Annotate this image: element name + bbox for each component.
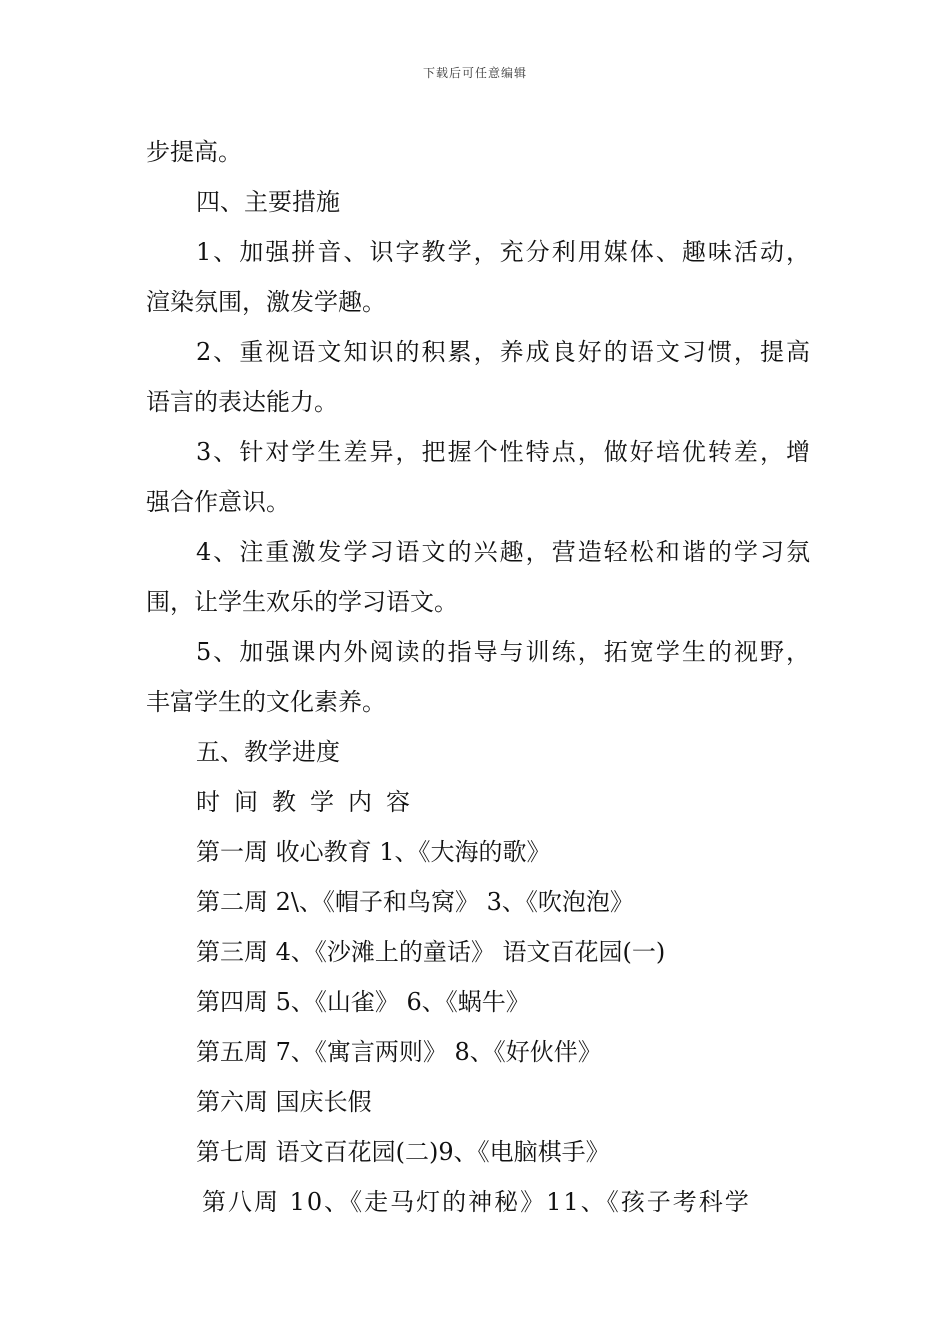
- measure-4-line-2: 围，让学生欢乐的学习语文。: [146, 588, 458, 616]
- schedule-row-week-1: 第一周 收心教育 1、《大海的歌》: [196, 838, 551, 866]
- measure-1-line-2: 渲染氛围，激发学趣。: [146, 288, 386, 316]
- measure-2-line-1: 2、重视语文知识的积累，养成良好的语文习惯，提高: [196, 338, 810, 366]
- schedule-row-week-4: 第四周 5、《山雀》 6、《蜗牛》: [196, 988, 530, 1016]
- schedule-row-week-8: 第八周 10、《走马灯的神秘》11、《孩子考科学: [202, 1188, 751, 1216]
- measure-3-line-2: 强合作意识。: [146, 488, 290, 516]
- measure-5-line-2: 丰富学生的文化素养。: [146, 688, 386, 716]
- schedule-header: 时间教学内容: [196, 788, 424, 816]
- section-heading-measures: 四、主要措施: [196, 188, 340, 216]
- measure-3-line-1: 3、针对学生差异，把握个性特点，做好培优转差，增: [196, 438, 810, 466]
- schedule-row-week-3: 第三周 4、《沙滩上的童话》 语文百花园(一): [196, 938, 666, 966]
- measure-5-line-1: 5、加强课内外阅读的指导与训练，拓宽学生的视野，: [196, 638, 810, 666]
- schedule-row-week-5: 第五周 7、《寓言两则》 8、《好伙伴》: [196, 1038, 602, 1066]
- measure-4-line-1: 4、注重激发学习语文的兴趣，营造轻松和谐的学习氛: [196, 538, 810, 566]
- schedule-row-week-6: 第六周 国庆长假: [196, 1088, 372, 1116]
- schedule-row-week-7: 第七周 语文百花园(二)9、《电脑棋手》: [196, 1138, 610, 1166]
- section-heading-schedule: 五、教学进度: [196, 738, 340, 766]
- measure-1-line-1: 1、加强拼音、识字教学，充分利用媒体、趣味活动，: [196, 238, 810, 266]
- paragraph-continuation: 步提高。: [146, 138, 242, 166]
- schedule-row-week-2: 第二周 2\、《帽子和鸟窝》 3、《吹泡泡》: [196, 888, 634, 916]
- page-header: 下载后可任意编辑: [422, 66, 527, 80]
- document-body: [146, 127, 810, 1227]
- measure-2-line-2: 语言的表达能力。: [146, 388, 338, 416]
